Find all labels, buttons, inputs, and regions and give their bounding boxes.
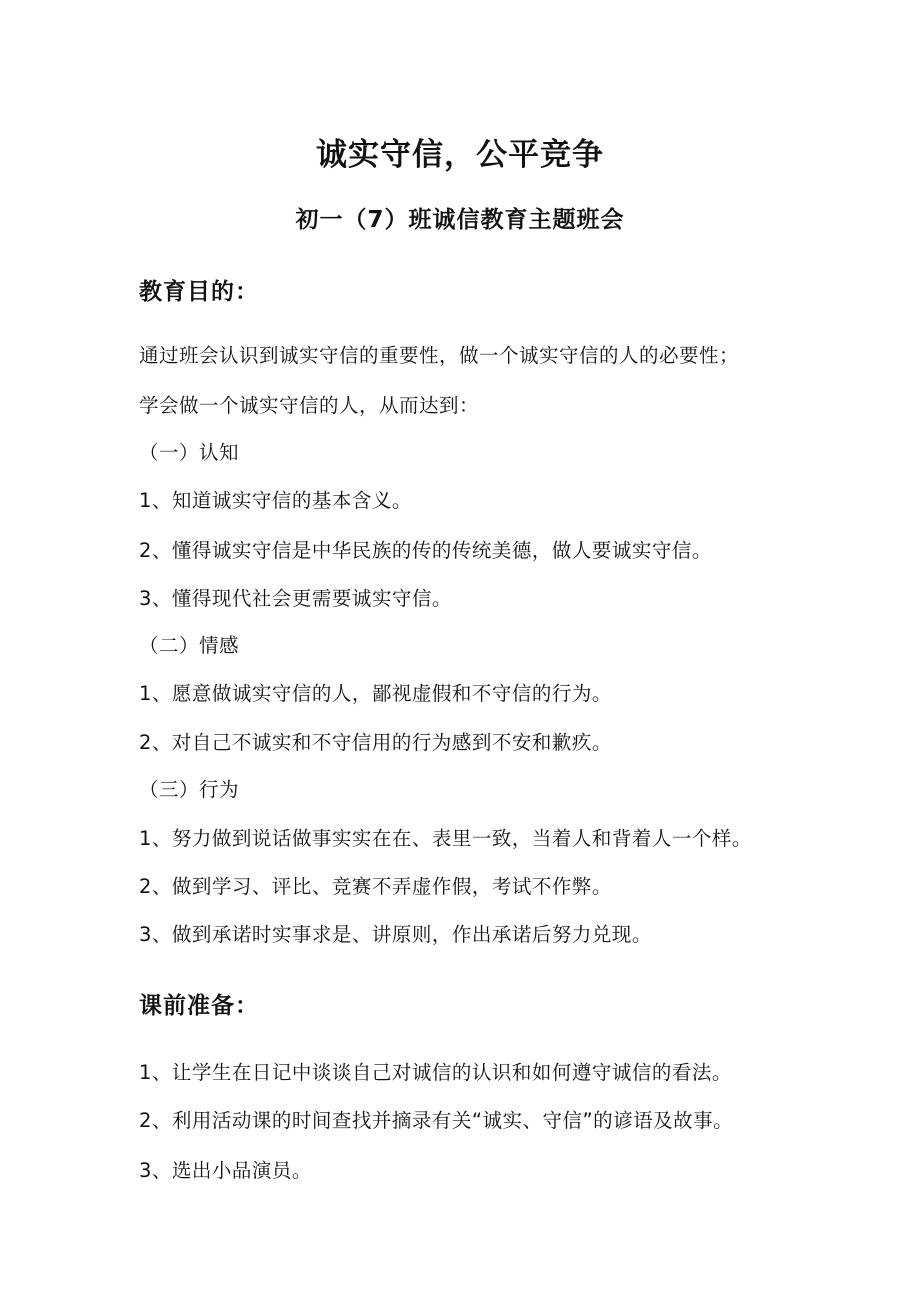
list-item: 2、对自己不诚实和不守信用的行为感到不安和歉疚。 <box>139 731 612 754</box>
purpose-intro-line: 通过班会认识到诚实守信的重要性，做一个诚实守信的人的必要性； <box>139 344 740 367</box>
purpose-intro-line: 学会做一个诚实守信的人，从而达到： <box>139 394 480 417</box>
list-item: 2、做到学习、评比、竞赛不弄虚作假，考试不作弊。 <box>139 875 612 898</box>
list-item: 3、做到承诺时实事求是、讲原则，作出承诺后努力兑现。 <box>139 923 652 946</box>
section-label-behavior: （三）行为 <box>139 778 240 801</box>
section-label-cognition: （一）认知 <box>139 441 240 464</box>
section-label-emotion: （二）情感 <box>139 634 240 657</box>
list-item: 1、努力做到说话做事实实在在、表里一致，当着人和背着人一个样。 <box>139 827 752 850</box>
list-item: 1、愿意做诚实守信的人，鄙视虚假和不守信的行为。 <box>139 682 612 705</box>
list-item: 3、懂得现代社会更需要诚实守信。 <box>139 587 452 610</box>
purpose-heading: 教育目的： <box>139 279 259 305</box>
list-item: 2、懂得诚实守信是中华民族的传的传统美德，做人要诚实守信。 <box>139 539 712 562</box>
list-item: 3、选出小品演员。 <box>139 1159 312 1182</box>
list-item: 2、利用活动课的时间查找并摘录有关“诚实、守信”的谚语及故事。 <box>139 1109 734 1132</box>
list-item: 1、让学生在日记中谈谈自己对诚信的认识和如何遵守诚信的看法。 <box>139 1061 732 1084</box>
document-title: 诚实守信，公平竞争 <box>316 137 604 173</box>
document-subtitle: 初一（7）班诚信教育主题班会 <box>295 207 625 233</box>
list-item: 1、知道诚实守信的基本含义。 <box>139 489 412 512</box>
preparation-heading: 课前准备： <box>139 993 259 1019</box>
